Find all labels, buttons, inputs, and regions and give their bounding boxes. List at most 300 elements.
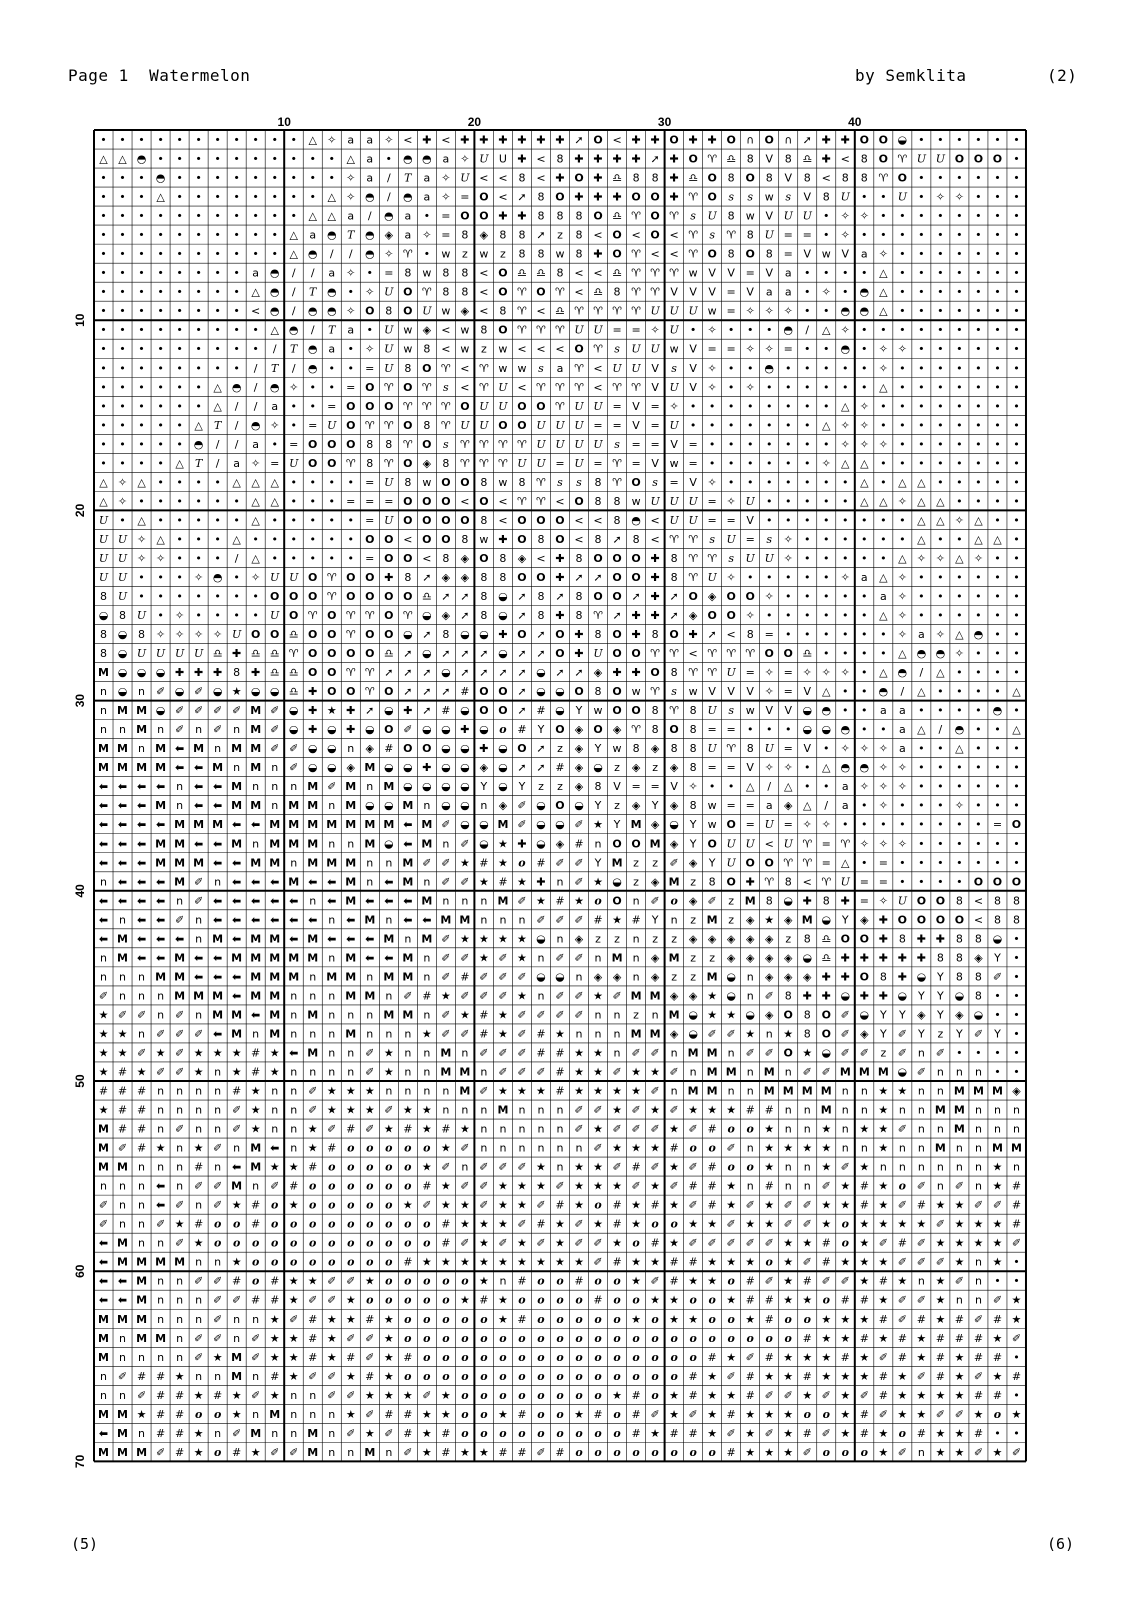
stitch-cell: • (176, 437, 183, 451)
stitch-cell: O (517, 532, 527, 546)
stitch-cell: ★ (536, 1084, 546, 1098)
stitch-cell: V (670, 285, 678, 299)
stitch-cell: 8 (632, 171, 640, 185)
stitch-cell: ★ (250, 1103, 261, 1117)
stitch-cell: ✧ (840, 228, 850, 242)
stitch-cell: n (138, 1027, 146, 1041)
stitch-cell: ✐ (346, 1426, 356, 1440)
stitch-cell: o (765, 1255, 773, 1269)
stitch-cell: ✐ (213, 723, 223, 737)
stitch-cell: △ (917, 494, 926, 508)
stitch-cell: o (689, 1141, 697, 1155)
stitch-cell: • (176, 209, 183, 223)
stitch-cell: ✚ (517, 837, 527, 851)
stitch-cell: ★ (859, 1122, 870, 1136)
stitch-cell: ⬅ (117, 1274, 128, 1288)
stitch-cell: # (422, 1179, 432, 1193)
stitch-cell: ➚ (422, 685, 432, 699)
stitch-cell: ✐ (536, 1236, 546, 1250)
stitch-cell: ◓ (384, 209, 394, 223)
stitch-cell: ✧ (117, 494, 128, 508)
stitch-cell: ✐ (574, 1217, 584, 1231)
stitch-cell: △ (917, 532, 926, 546)
stitch-cell: = (365, 494, 375, 508)
stitch-cell: O (308, 628, 318, 642)
stitch-cell: • (975, 742, 982, 756)
stitch-cell: 8 (404, 361, 412, 375)
stitch-cell: ✐ (555, 951, 565, 965)
stitch-cell: ◓ (269, 380, 280, 394)
stitch-cell: U (479, 418, 489, 432)
author-label: by Semklita (855, 66, 967, 85)
stitch-cell: ◒ (117, 685, 128, 699)
stitch-cell: • (937, 742, 944, 756)
stitch-cell: = (270, 456, 280, 470)
stitch-cell: 8 (461, 532, 469, 546)
stitch-cell: 8 (727, 209, 735, 223)
stitch-cell: o (442, 1312, 450, 1326)
stitch-cell: ◓ (783, 323, 794, 337)
stitch-cell: • (804, 532, 811, 546)
stitch-cell: n (100, 685, 108, 699)
stitch-cell: • (138, 380, 145, 394)
stitch-cell: • (899, 361, 906, 375)
stitch-cell: U (764, 551, 774, 565)
stitch-cell: / (348, 247, 353, 261)
stitch-cell: ✐ (840, 1274, 850, 1288)
stitch-cell: Y (918, 1027, 925, 1041)
stitch-cell: O (327, 647, 337, 661)
stitch-cell: M (934, 1141, 946, 1155)
stitch-cell: • (176, 494, 183, 508)
stitch-cell: Y (518, 780, 526, 794)
stitch-cell: • (956, 285, 963, 299)
stitch-cell: ✐ (574, 989, 584, 1003)
stitch-cell: M (307, 837, 319, 851)
stitch-cell: n (157, 1350, 165, 1364)
stitch-cell: • (157, 266, 164, 280)
stitch-cell: V (689, 361, 697, 375)
stitch-cell: • (861, 647, 868, 661)
stitch-cell: • (975, 704, 982, 718)
stitch-cell: M (820, 1084, 832, 1098)
stitch-cell: n (1012, 1103, 1020, 1117)
stitch-cell: ♈ (536, 494, 546, 508)
stitch-cell: ◈ (726, 932, 736, 946)
stitch-cell: o (328, 1217, 336, 1231)
stitch-cell: ✐ (802, 1255, 812, 1269)
stitch-cell: M (307, 799, 319, 813)
stitch-cell: ✧ (155, 628, 166, 642)
stitch-cell: ◓ (859, 304, 870, 318)
stitch-cell: ⬅ (98, 856, 109, 870)
stitch-cell: o (784, 1331, 792, 1345)
stitch-cell: 8 (404, 475, 412, 489)
stitch-cell: • (765, 723, 773, 737)
stitch-cell: • (195, 133, 202, 147)
stitch-cell: n (518, 1122, 526, 1136)
stitch-cell: • (880, 209, 887, 223)
stitch-cell: • (1013, 380, 1020, 394)
stitch-cell: ◈ (707, 589, 717, 603)
stitch-cell: ★ (555, 1217, 565, 1231)
stitch-cell: ★ (764, 1122, 775, 1136)
stitch-cell: O (593, 723, 603, 737)
stitch-cell: n (195, 932, 203, 946)
stitch-cell: ★ (764, 1407, 775, 1421)
stitch-cell: < (251, 304, 261, 318)
stitch-cell: O (688, 152, 698, 166)
stitch-cell: M (117, 1312, 129, 1326)
stitch-cell: o (347, 1217, 355, 1231)
stitch-cell: • (861, 609, 868, 623)
stitch-cell: ◈ (422, 323, 432, 337)
stitch-cell: Y (994, 951, 1001, 965)
stitch-cell: s (747, 190, 754, 204)
stitch-cell: n (917, 1084, 925, 1098)
stitch-cell: ✐ (441, 932, 451, 946)
stitch-cell: 8 (480, 570, 488, 584)
stitch-cell: O (555, 190, 565, 204)
stitch-cell: U (517, 456, 527, 470)
stitch-cell: w (441, 247, 451, 261)
stitch-cell: • (784, 437, 792, 451)
stitch-cell: ★ (326, 704, 337, 718)
stitch-cell: △ (308, 133, 317, 147)
stitch-cell: ⬅ (174, 742, 185, 756)
stitch-cell: M (250, 799, 262, 813)
stitch-cell: M (345, 951, 357, 965)
stitch-cell: n (252, 1179, 260, 1193)
stitch-cell: ◈ (555, 837, 565, 851)
stitch-cell: ⬅ (213, 837, 223, 851)
stitch-cell: w (479, 247, 489, 261)
stitch-cell: ♈ (345, 609, 356, 623)
stitch-cell: n (613, 1008, 621, 1022)
stitch-cell: # (802, 1426, 812, 1440)
stitch-cell: ✐ (536, 1065, 546, 1079)
stitch-cell: M (288, 970, 300, 984)
stitch-cell: # (897, 1331, 907, 1345)
stitch-cell: ✐ (783, 1217, 793, 1231)
stitch-cell: • (994, 570, 1001, 584)
stitch-cell: △ (251, 551, 260, 565)
stitch-cell: • (138, 190, 145, 204)
stitch-cell: # (593, 1407, 603, 1421)
stitch-cell: n (176, 780, 184, 794)
stitch-cell: M (136, 704, 148, 718)
stitch-cell: O (346, 437, 356, 451)
stitch-cell: ★ (421, 1103, 432, 1117)
stitch-cell: ✐ (764, 1426, 774, 1440)
stitch-cell: O (992, 152, 1003, 166)
stitch-cell: o (480, 1350, 488, 1364)
stitch-cell: ◈ (593, 970, 603, 984)
stitch-cell: ★ (612, 1103, 622, 1117)
stitch-cell: < (422, 551, 432, 565)
stitch-cell: ★ (555, 1255, 565, 1269)
stitch-cell: △ (327, 190, 336, 204)
stitch-cell: △ (879, 570, 888, 584)
stitch-cell: o (632, 1445, 640, 1459)
stitch-cell: ★ (840, 1312, 851, 1326)
stitch-cell: O (631, 570, 641, 584)
stitch-cell: 8 (461, 266, 469, 280)
stitch-cell: ★ (593, 989, 603, 1003)
stitch-cell: M (231, 1350, 243, 1364)
stitch-cell: ★ (440, 1179, 451, 1193)
stitch-cell: O (460, 475, 470, 489)
stitch-cell: < (574, 513, 584, 527)
stitch-cell: O (479, 704, 489, 718)
stitch-cell: ⬅ (155, 951, 166, 965)
stitch-cell: ✚ (232, 647, 242, 661)
stitch-cell: ◓ (307, 247, 318, 261)
stitch-cell: • (994, 494, 1001, 508)
stitch-cell: • (918, 171, 925, 185)
stitch-cell: • (347, 532, 355, 546)
stitch-cell: ✚ (251, 666, 261, 680)
stitch-cell: n (974, 1065, 982, 1079)
stitch-cell: o (537, 1293, 545, 1307)
stitch-cell: ◒ (555, 685, 565, 699)
stitch-cell: ★ (459, 1293, 470, 1307)
stitch-cell: ★ (497, 856, 508, 870)
stitch-cell: ★ (992, 1179, 1003, 1193)
stitch-cell: ⬅ (365, 894, 375, 908)
stitch-cell: < (840, 152, 850, 166)
stitch-cell: ✐ (802, 1065, 812, 1079)
stitch-cell: ♈ (840, 837, 851, 851)
stitch-cell: • (1013, 666, 1020, 680)
stitch-cell: n (176, 1160, 184, 1174)
stitch-cell: ★ (269, 1350, 280, 1364)
stitch-cell: ◒ (269, 685, 280, 699)
stitch-cell: M (497, 1103, 509, 1117)
stitch-cell: ✧ (821, 285, 831, 299)
stitch-cell: ◈ (669, 989, 679, 1003)
stitch-cell: ★ (840, 1369, 851, 1383)
stitch-cell: ✧ (460, 152, 470, 166)
stitch-cell: ★ (707, 1008, 718, 1022)
stitch-cell: V (689, 380, 697, 394)
stitch-cell: • (176, 133, 183, 147)
stitch-cell: ✐ (650, 1084, 660, 1098)
stitch-cell: ★ (459, 932, 470, 946)
stitch-cell: o (613, 1331, 621, 1345)
stitch-cell: 8 (366, 437, 374, 451)
stitch-cell: M (193, 989, 205, 1003)
stitch-cell: M (212, 761, 224, 775)
stitch-cell: # (1011, 1217, 1022, 1231)
stitch-cell: ✧ (384, 133, 394, 147)
footer-left-ref: (5) (71, 1535, 99, 1553)
stitch-cell: 8 (955, 932, 963, 946)
stitch-cell: a (404, 209, 412, 223)
stitch-cell: U (669, 494, 679, 508)
stitch-cell: ➚ (479, 666, 489, 680)
stitch-cell: • (157, 342, 164, 356)
stitch-cell: ✐ (916, 1236, 926, 1250)
stitch-cell: ★ (878, 1445, 889, 1459)
stitch-cell: M (250, 723, 262, 737)
stitch-cell: O (346, 418, 356, 432)
stitch-cell: ★ (98, 1065, 109, 1079)
stitch-cell: M (706, 970, 718, 984)
stitch-cell: ⬅ (384, 951, 394, 965)
stitch-cell: ♈ (421, 399, 432, 413)
stitch-cell: ★ (383, 1312, 394, 1326)
stitch-cell: ⬅ (174, 932, 185, 946)
stitch-cell: ✐ (117, 1369, 128, 1383)
stitch-cell: • (918, 456, 925, 470)
stitch-cell: # (251, 1198, 261, 1212)
stitch-cell: n (993, 1103, 1001, 1117)
stitch-cell: = (650, 437, 660, 451)
stitch-cell: M (269, 1407, 281, 1421)
stitch-cell: ➚ (536, 228, 546, 242)
stitch-cell: • (214, 551, 221, 565)
stitch-cell: n (955, 1065, 963, 1079)
stitch-cell: • (746, 418, 754, 432)
stitch-cell: ★ (269, 1331, 280, 1345)
stitch-cell: o (518, 1293, 526, 1307)
stitch-cell: • (918, 247, 925, 261)
stitch-cell: ✐ (973, 1198, 984, 1212)
stitch-cell: o (290, 1217, 298, 1231)
stitch-cell: ➚ (612, 609, 622, 623)
stitch-cell: ★ (821, 1198, 832, 1212)
stitch-cell: ✧ (840, 209, 850, 223)
stitch-cell: ♈ (478, 456, 489, 470)
stitch-cell: ➚ (422, 666, 432, 680)
stitch-cell: # (745, 1388, 755, 1402)
stitch-cell: ⬅ (136, 856, 147, 870)
stitch-cell: o (537, 1274, 545, 1288)
stitch-cell: ◈ (1012, 1084, 1021, 1098)
stitch-cell: M (98, 1160, 109, 1174)
stitch-cell: ➚ (441, 589, 451, 603)
stitch-cell: n (442, 894, 450, 908)
stitch-cell: n (176, 1312, 184, 1326)
stitch-cell: • (956, 456, 963, 470)
stitch-cell: U (650, 342, 660, 356)
stitch-cell: ◒ (460, 704, 470, 718)
stitch-cell: ★ (973, 1217, 984, 1231)
stitch-cell: o (613, 1426, 621, 1440)
stitch-cell: n (480, 799, 488, 813)
stitch-cell: ✐ (897, 1027, 907, 1041)
stitch-cell: M (326, 856, 338, 870)
stitch-cell: # (403, 1350, 413, 1364)
stitch-cell: O (555, 723, 565, 737)
stitch-cell: a (917, 628, 925, 642)
stitch-cell: M (345, 989, 357, 1003)
stitch-cell: • (233, 304, 240, 318)
stitch-cell: • (176, 247, 183, 261)
stitch-cell: ★ (593, 1122, 603, 1136)
stitch-cell: ◈ (688, 989, 698, 1003)
stitch-cell: ★ (497, 1198, 508, 1212)
stitch-cell: ★ (935, 1236, 946, 1250)
stitch-cell: n (195, 1255, 203, 1269)
stitch-cell: n (100, 1369, 108, 1383)
stitch-cell: < (612, 133, 622, 147)
stitch-cell: • (918, 304, 925, 318)
stitch-cell: n (499, 1141, 507, 1155)
stitch-cell: M (231, 1008, 243, 1022)
stitch-cell: ✚ (878, 913, 888, 927)
stitch-cell: ★ (707, 1217, 718, 1231)
stitch-cell: ★ (459, 1255, 470, 1269)
stitch-cell: ⬅ (98, 818, 109, 832)
stitch-cell: • (1013, 551, 1020, 565)
stitch-cell: ★ (497, 1027, 508, 1041)
stitch-cell: O (859, 970, 869, 984)
stitch-cell: ◓ (364, 190, 375, 204)
stitch-cell: o (328, 1198, 336, 1212)
stitch-cell: ♈ (364, 666, 375, 680)
stitch-cell: n (195, 723, 203, 737)
stitch-cell: ◓ (231, 380, 242, 394)
stitch-cell: # (878, 1274, 888, 1288)
stitch-cell: • (994, 780, 1001, 794)
stitch-cell: ✚ (403, 704, 413, 718)
stitch-cell: ♈ (707, 647, 718, 661)
stitch-cell: ★ (212, 1350, 223, 1364)
stitch-cell: • (956, 304, 963, 318)
stitch-cell: ◒ (821, 723, 832, 737)
stitch-cell: M (706, 1084, 718, 1098)
stitch-cell: # (460, 970, 470, 984)
stitch-cell: • (994, 1274, 1001, 1288)
stitch-cell: n (233, 1141, 241, 1155)
stitch-cell: 8 (518, 475, 526, 489)
stitch-cell: • (975, 418, 982, 432)
stitch-cell: M (383, 970, 395, 984)
stitch-cell: ⬅ (270, 913, 280, 927)
stitch-cell: ★ (383, 1122, 394, 1136)
stitch-cell: ✚ (897, 951, 907, 965)
stitch-cell: O (384, 723, 394, 737)
stitch-cell: ✚ (194, 666, 204, 680)
stitch-cell: o (822, 1407, 830, 1421)
stitch-cell: ✧ (289, 380, 299, 394)
stitch-cell: z (633, 875, 639, 889)
stitch-cell: ✧ (764, 304, 774, 318)
stitch-cell: ★ (231, 1065, 242, 1079)
stitch-cell: ★ (935, 1445, 946, 1459)
stitch-cell: △ (1012, 723, 1021, 737)
stitch-cell: ★ (459, 1008, 470, 1022)
stitch-cell: ★ (517, 875, 527, 889)
stitch-cell: ✚ (821, 989, 831, 1003)
stitch-cell: • (765, 609, 773, 623)
stitch-cell: w (403, 323, 413, 337)
stitch-cell: U (98, 532, 109, 546)
stitch-cell: • (804, 266, 811, 280)
stitch-cell: ◒ (859, 1008, 870, 1022)
stitch-cell: ⬅ (232, 989, 242, 1003)
stitch-cell: ★ (878, 1198, 889, 1212)
stitch-cell: ◈ (612, 970, 622, 984)
stitch-cell: ★ (421, 1445, 432, 1459)
stitch-cell: ★ (497, 1407, 508, 1421)
stitch-cell: • (1013, 1274, 1020, 1288)
stitch-cell: ✐ (650, 1160, 660, 1174)
stitch-cell: ✐ (992, 970, 1003, 984)
stitch-cell: a (860, 247, 868, 261)
